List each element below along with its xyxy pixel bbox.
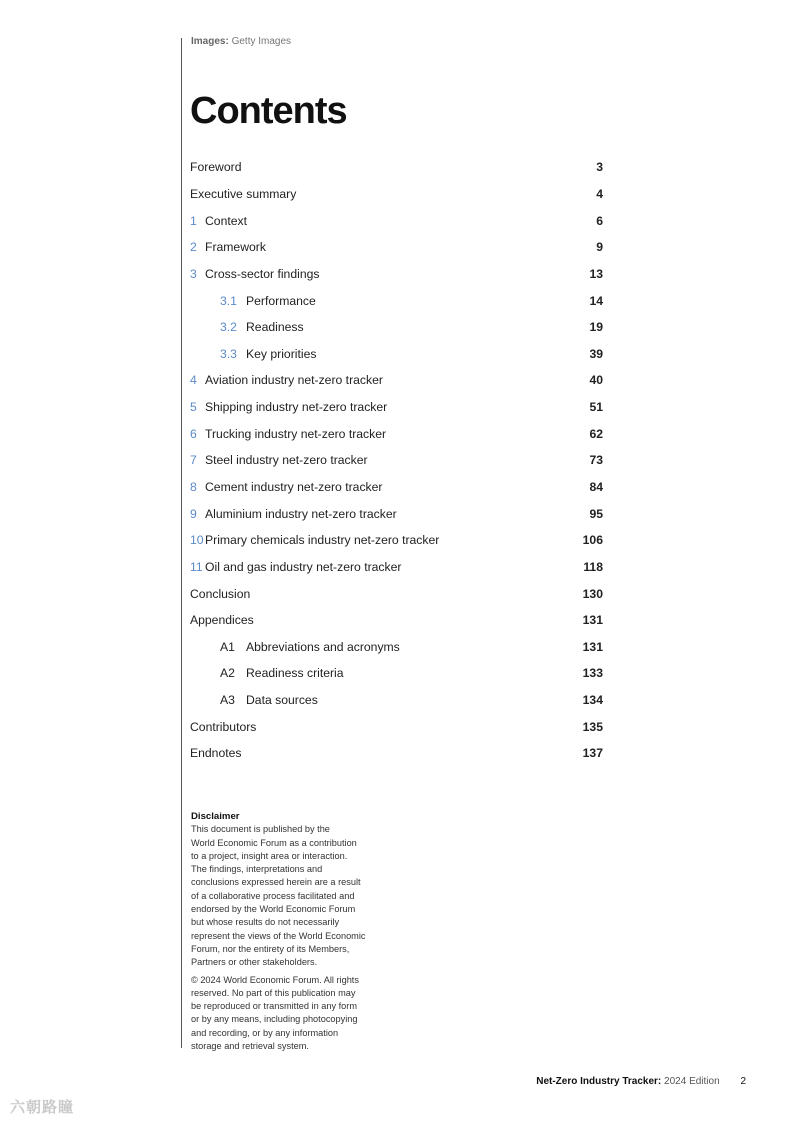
toc-entry[interactable] bbox=[190, 154, 603, 181]
toc-entry-number: 11 bbox=[190, 559, 203, 574]
toc-entry-label: Key priorities bbox=[246, 346, 317, 361]
toc-entry-number: 3 bbox=[190, 266, 197, 281]
toc-entry[interactable] bbox=[190, 740, 603, 767]
toc-entry-page: 137 bbox=[582, 746, 603, 761]
toc-entry-number: 3.2 bbox=[220, 320, 237, 335]
toc-entry[interactable] bbox=[190, 314, 603, 341]
toc-entry[interactable] bbox=[190, 687, 603, 714]
toc-entry[interactable] bbox=[190, 394, 603, 421]
toc-entry-number: 1 bbox=[190, 213, 197, 228]
disclaimer bbox=[191, 810, 381, 1053]
toc-entry[interactable] bbox=[190, 500, 603, 527]
page-footer bbox=[536, 1076, 746, 1087]
toc-entry-number: 5 bbox=[190, 400, 197, 415]
toc-entry-label: Steel industry net-zero tracker bbox=[205, 453, 368, 468]
toc-entry[interactable] bbox=[190, 580, 603, 607]
toc-entry-page: 62 bbox=[589, 426, 603, 441]
toc-entry[interactable] bbox=[190, 634, 603, 661]
margin-rule bbox=[181, 38, 182, 1048]
toc-entry[interactable] bbox=[190, 554, 603, 581]
toc-entry[interactable] bbox=[190, 234, 603, 261]
toc-entry-number: 3.1 bbox=[220, 293, 237, 308]
toc-entry[interactable] bbox=[190, 367, 603, 394]
toc-entry[interactable] bbox=[190, 474, 603, 501]
toc-entry-label: Framework bbox=[205, 240, 266, 255]
toc-entry-page: 106 bbox=[582, 533, 603, 548]
disclaimer-line: storage and retrieval system. bbox=[191, 1041, 309, 1052]
disclaimer-line: World Economic Forum as a contribution bbox=[191, 837, 357, 848]
copyright-notice bbox=[191, 974, 381, 1054]
disclaimer-line: be reproduced or transmitted in any form bbox=[191, 1001, 357, 1012]
toc-entry-label: Cement industry net-zero tracker bbox=[205, 480, 383, 494]
disclaimer-body bbox=[191, 823, 381, 969]
footer-edition: 2024 Edition bbox=[664, 1076, 720, 1087]
toc-entry-label: Readiness criteria bbox=[246, 666, 344, 681]
toc-entry-label: Primary chemicals industry net-zero tracker bbox=[205, 533, 440, 548]
page-number: 2 bbox=[740, 1076, 746, 1087]
toc-entry-label: Contributors bbox=[190, 719, 257, 734]
disclaimer-line: reserved. No part of this publication may bbox=[191, 987, 356, 998]
toc-entry-label: Aviation industry net-zero tracker bbox=[205, 373, 383, 388]
toc-entry[interactable] bbox=[190, 527, 603, 554]
toc-entry-number: 6 bbox=[190, 426, 197, 441]
toc-entry-label: Endnotes bbox=[190, 746, 242, 761]
toc-entry-page: 14 bbox=[589, 293, 603, 308]
toc-entry-page: 131 bbox=[582, 639, 603, 654]
disclaimer-line: and recording, or by any information bbox=[191, 1027, 339, 1038]
image-credit-value: Getty Images bbox=[231, 36, 292, 47]
toc-entry-page: 3 bbox=[596, 160, 603, 175]
disclaimer-line: The findings, interpretations and bbox=[191, 864, 323, 875]
toc-entry-page: 133 bbox=[582, 666, 603, 681]
toc-entry-label: Oil and gas industry net-zero tracker bbox=[205, 559, 402, 574]
disclaimer-line: conclusions expressed herein are a result bbox=[191, 877, 361, 888]
toc-entry[interactable] bbox=[190, 181, 603, 208]
disclaimer-line: Partners or other stakeholders. bbox=[191, 957, 318, 968]
image-credit bbox=[191, 36, 291, 47]
toc-entry-number: 10 bbox=[190, 533, 204, 548]
toc-entry-label: Conclusion bbox=[190, 586, 251, 601]
toc-entry-page: 6 bbox=[596, 213, 603, 228]
toc-entry-label: Executive summary bbox=[190, 186, 297, 201]
toc-entry-page: 118 bbox=[583, 559, 603, 574]
watermark: 六朝路瞳 bbox=[10, 1099, 75, 1116]
toc-entry-label: Abbreviations and acronyms bbox=[246, 639, 400, 654]
disclaimer-line: This document is published by the bbox=[191, 824, 330, 835]
toc-entry-label: Data sources bbox=[246, 693, 318, 708]
toc-entry-number: A2 bbox=[220, 666, 235, 681]
toc-entry-label: Performance bbox=[246, 293, 316, 308]
toc-entry-page: 134 bbox=[582, 693, 603, 708]
toc-entry-number: 3.3 bbox=[220, 346, 237, 361]
toc-entry-page: 19 bbox=[589, 320, 603, 335]
toc-entry-label: Context bbox=[205, 213, 248, 228]
toc-entry-label: Cross-sector findings bbox=[205, 266, 320, 281]
toc-entry-number: 9 bbox=[190, 506, 197, 521]
toc-entry[interactable] bbox=[190, 287, 603, 314]
toc-entry-label: Shipping industry net-zero tracker bbox=[205, 400, 388, 415]
footer-report-title: Net-Zero Industry Tracker: bbox=[536, 1076, 662, 1087]
toc-entry-number: 7 bbox=[190, 453, 197, 468]
page-title: Contents bbox=[190, 90, 347, 132]
toc-entry[interactable] bbox=[190, 607, 603, 634]
toc-entry[interactable] bbox=[190, 261, 603, 288]
toc-entry-label: Trucking industry net-zero tracker bbox=[205, 426, 387, 441]
toc-entry-number: 4 bbox=[190, 373, 197, 388]
disclaimer-heading: Disclaimer bbox=[191, 811, 240, 822]
toc-entry-page: 95 bbox=[589, 506, 603, 521]
disclaimer-line: but whose results do not necessarily bbox=[191, 917, 340, 928]
toc-entry-page: 130 bbox=[582, 586, 603, 601]
toc-entry-label: Aluminium industry net-zero tracker bbox=[205, 506, 397, 521]
toc-entry-page: 13 bbox=[589, 266, 603, 281]
toc-entry[interactable] bbox=[190, 447, 603, 474]
toc-entry-page: 4 bbox=[596, 186, 603, 201]
disclaimer-line: or by any means, including photocopying bbox=[191, 1014, 358, 1025]
toc-entry-page: 84 bbox=[589, 480, 603, 494]
toc-entry-page: 51 bbox=[589, 400, 603, 415]
disclaimer-line: © 2024 World Economic Forum. All rights bbox=[191, 974, 359, 985]
disclaimer-line: represent the views of the World Economic bbox=[191, 930, 366, 941]
toc-entry-number: 8 bbox=[190, 480, 197, 494]
toc-entry[interactable] bbox=[190, 660, 603, 687]
image-credit-label: Images: bbox=[191, 36, 229, 47]
toc-entry[interactable] bbox=[190, 340, 603, 367]
toc-entry-page: 73 bbox=[589, 453, 603, 468]
toc-entry-page: 131 bbox=[582, 613, 603, 628]
disclaimer-line: Forum, nor the entirety of its Members, bbox=[191, 943, 350, 954]
toc-entry-page: 39 bbox=[589, 346, 603, 361]
toc-entry-number: A3 bbox=[220, 693, 235, 708]
toc-entry-page: 9 bbox=[596, 240, 603, 255]
disclaimer-line: of a collaborative process facilitated and bbox=[191, 890, 355, 901]
toc-entry[interactable] bbox=[190, 713, 603, 740]
toc-entry-label: Foreword bbox=[190, 160, 242, 175]
toc-entry-page: 135 bbox=[582, 719, 603, 734]
disclaimer-line: to a project, insight area or interaction. bbox=[191, 850, 348, 861]
toc-entry-number: 2 bbox=[190, 240, 197, 255]
toc-entry[interactable] bbox=[190, 420, 603, 447]
toc-entry[interactable] bbox=[190, 207, 603, 234]
toc-entry-label: Readiness bbox=[246, 320, 304, 335]
toc-entry-label: Appendices bbox=[190, 613, 254, 628]
toc-entry-number: A1 bbox=[220, 639, 235, 654]
disclaimer-line: endorsed by the World Economic Forum bbox=[191, 904, 356, 915]
table-of-contents bbox=[190, 154, 603, 767]
toc-entry-page: 40 bbox=[589, 373, 603, 388]
